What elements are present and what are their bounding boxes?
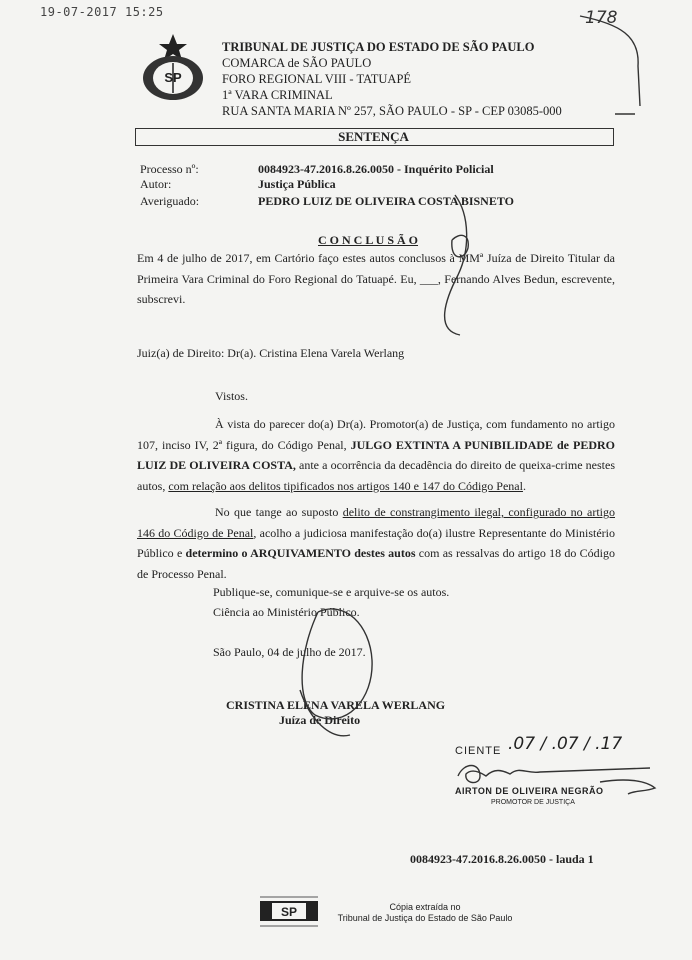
ciente-label: CIENTE	[455, 745, 502, 757]
court-name: TRIBUNAL DE JUSTIÇA DO ESTADO DE SÃO PAULO	[222, 40, 535, 54]
signature-role: Juíza de Direito	[279, 713, 361, 727]
p2-text-e: com as ressalvas do artigo 18 do Código de Processo Penal.	[137, 546, 615, 581]
p2-text-c: , acolho a judiciosa manifestação do(a) ilustre Representante do Ministério Público e	[137, 525, 615, 560]
foro: FORO REGIONAL VIII - TATUAPÉ	[222, 72, 412, 86]
field-label-processo: Processo nº:	[140, 162, 199, 176]
signature-name: CRISTINA ELENA VARELA WERLANG	[226, 698, 446, 712]
vara: 1ª VARA CRIMINAL	[222, 88, 333, 102]
conclusao-text: Em 4 de julho de 2017, em Cartório faço estes autos conclusos à MMª Juíza de Direito Titular da Primeira Vara Criminal do Foro Regional do Tatuapé. Eu, ___, Fernando Alves Bedun, escrevente, subscrevi.	[137, 251, 615, 306]
field-value-averiguado: PEDRO LUIZ DE OLIVEIRA COSTA BISNETO	[258, 194, 514, 208]
field-label-autor: Autor:	[140, 177, 172, 191]
p1-text-b: JULGO EXTINTA A PUNIBILIDADE de PEDRO LUIZ DE OLIVEIRA COSTA,	[137, 437, 615, 472]
ciente-name: AIRTON DE OLIVEIRA NEGRÃO	[455, 786, 604, 796]
vistos: Vistos.	[215, 389, 248, 403]
stamp-line-2: Tribunal de Justiça do Estado de São Paulo	[337, 913, 513, 923]
p2-text-d: determino o ARQUIVAMENTO destes autos	[185, 546, 416, 560]
p1-text-d: com relação aos delitos tipificados nos artigos 140 e 147 do Código Penal	[168, 478, 523, 493]
p1-text-c: ante a ocorrência da decadência do direito de queixa-crime nestes autos,	[137, 458, 615, 493]
court-address: RUA SANTA MARIA Nº 257, SÃO PAULO - SP - CEP 03085-000	[222, 104, 562, 118]
comarca: COMARCA de SÃO PAULO	[222, 56, 372, 70]
footer-reference: 0084923-47.2016.8.26.0050 - lauda 1	[410, 852, 594, 866]
p2-text-b: delito de constrangimento ilegal, configurado no artigo 146 do Código de Penal	[137, 505, 615, 540]
place-date: São Paulo, 04 de julho de 2017.	[213, 645, 366, 659]
ciente-role: PROMOTOR DE JUSTIÇA	[491, 799, 575, 806]
field-value-autor: Justiça Pública	[258, 177, 336, 191]
field-value-processo: 0084923-47.2016.8.26.0050 - Inquérito Policial	[258, 162, 494, 176]
publique-line: Publique-se, comunique-se e arquive-se os autos.	[213, 585, 450, 599]
p2-text-a: No que tange ao suposto	[215, 505, 343, 519]
fax-timestamp: 19-07-2017 15:25	[40, 5, 164, 19]
stamp-logo	[258, 893, 320, 931]
stamp-line-1: Cópia extraída no	[389, 902, 461, 912]
page-annotation: 178	[585, 8, 618, 28]
conclusao-heading: C O N C L U S Ã O	[318, 233, 419, 247]
p1-text-e: .	[522, 478, 526, 493]
seal-text: SP	[164, 70, 182, 85]
judge-line: Juiz(a) de Direito: Dr(a). Cristina Elena Varela Werlang	[137, 346, 405, 360]
ciencia-line: Ciência ao Ministério Público.	[213, 605, 360, 619]
document-title: SENTENÇA	[338, 129, 409, 144]
field-label-averiguado: Averiguado:	[140, 194, 200, 208]
svg-text:SP: SP	[280, 905, 298, 919]
ciente-date: .07 / .07 / .17	[508, 734, 623, 754]
p1-text-a: À vista do parecer do(a) Dr(a). Promotor(a) de Justiça, com fundamento no artigo 107, inciso IV, 2ª figura, do Código Penal,	[137, 417, 615, 452]
